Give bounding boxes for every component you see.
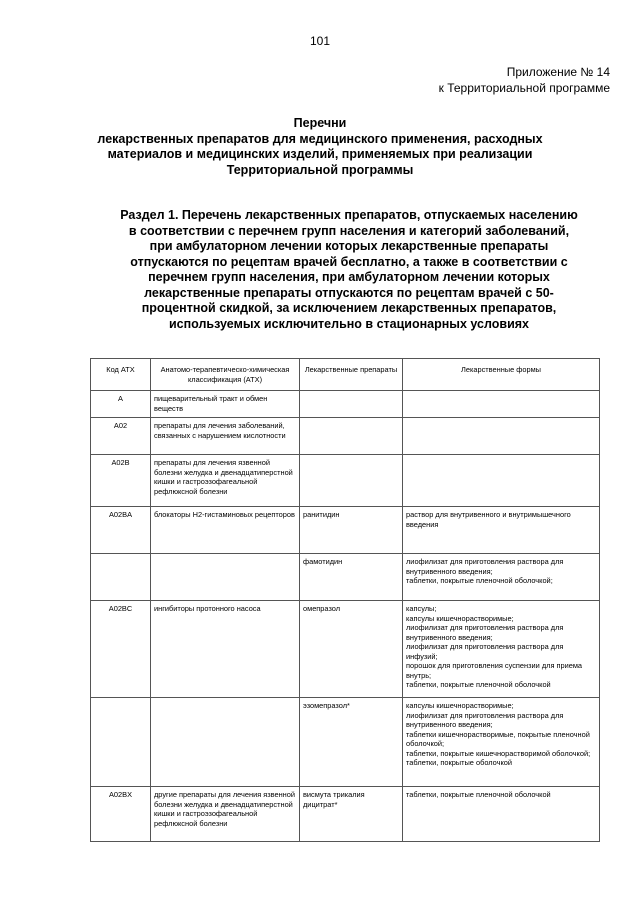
title-line: Перечни [293,116,347,130]
dosage-form-line: лиофилизат для приготовления раствора для инфузий; [406,642,564,661]
appendix-caption [210,64,610,96]
dosage-forms-cell [403,391,600,418]
drug-name-cell [300,391,403,418]
dosage-form-line: капсулы кишечнорастворимые; [406,613,514,623]
atc-classification-cell [151,554,300,601]
atc-classification-cell: препараты для лечения заболеваний, связанных с нарушением кислотности [151,418,300,455]
drug-name-cell [300,455,403,507]
atc-code-cell [91,698,151,787]
dosage-form-line: лиофилизат для приготовления раствора для внутривенного введения; [406,623,564,642]
table-row [91,507,600,554]
drug-name-cell: эзомепразол* [300,698,403,787]
title-line: лекарственных препаратов для медицинского применения, расходных [97,131,543,146]
header-atc-classification: Анатомо-терапевтическо-химическая классификация (АТХ) [151,359,300,391]
drug-name-cell: висмута трикалия дицитрат* [300,787,403,842]
atc-classification-cell [151,698,300,787]
dosage-form-line: таблетки, покрытые оболочкой [406,758,513,767]
atc-classification-cell: пищеварительный тракт и обмен веществ [151,391,300,418]
table-row [91,601,600,698]
section-line: отпускаются по рецептам врачей бесплатно, а также в соответствии с [130,254,568,269]
dosage-forms-cell [403,554,600,601]
dosage-forms-cell [403,787,600,842]
dosage-form-line: таблетки кишечнорастворимые, покрытые пленочной оболочкой; [406,729,590,748]
section-line: при амбулаторном лечении которых лекарственные препараты [149,239,549,253]
title-line: материалов и медицинских изделий, применяемых при реализации [107,147,533,161]
atc-code-cell: A [91,391,151,418]
atc-classification-cell: препараты для лечения язвенной болезни желудка и двенадцатиперстной кишки и гастроэзофагеальной рефлюксной болезни [151,455,300,507]
header-drugs: Лекарственные препараты [300,359,403,391]
atc-code-cell: A02BX [91,787,151,842]
section-line: Раздел 1. Перечень лекарственных препаратов, отпускаемых населению [120,208,578,222]
table-row [91,698,600,787]
atc-code-cell [91,554,151,601]
dosage-forms-cell [403,418,600,455]
header-atc-code: Код АТХ [91,359,151,391]
header-dosage-forms: Лекарственные формы [403,359,600,391]
appendix-line-1: Приложение № 14 [506,65,610,79]
atc-code-cell: A02 [91,418,151,455]
section-line: перечнем групп населения, при амбулаторном лечении которых [148,270,550,284]
dosage-forms-cell [403,698,600,787]
drug-name-cell: омепразол [300,601,403,698]
appendix-line-2: к Территориальной программе [438,81,610,95]
table-row [91,418,600,455]
section-title [84,208,614,332]
table-row [91,391,600,418]
section-line: лекарственные препараты отпускаются по рецептам врачей с 50- [144,285,554,300]
dosage-forms-cell [403,601,600,698]
dosage-form-line: таблетки, покрытые пленочной оболочкой; [406,576,553,585]
dosage-form-line: таблетки, покрытые пленочной оболочкой [406,680,551,689]
table-row [91,787,600,842]
atc-classification-cell: другие препараты для лечения язвенной болезни желудка и двенадцатиперстной кишки и гастроэзофагеальной рефлюксной болезни [151,787,300,842]
section-line: в соответствии с перечнем групп населения и категорий заболеваний, [128,223,570,238]
dosage-form-line: капсулы кишечнорастворимые; [406,701,514,710]
section-line: процентной скидкой, за исключением лекарственных препаратов, [141,301,557,315]
table-row [91,554,600,601]
atc-classification-cell: блокаторы H2-гистаминовых рецепторов [151,507,300,554]
dosage-form-line: капсулы; [406,604,437,613]
page-number: 101 [309,34,331,48]
atc-classification-cell: ингибиторы протонного насоса [151,601,300,698]
title-line: Территориальной программы [226,162,414,177]
drug-name-cell: фамотидин [300,554,403,601]
atc-code-cell: A02BA [91,507,151,554]
dosage-form-line: лиофилизат для приготовления раствора для внутривенного введения; [406,557,564,576]
dosage-form-line: таблетки, покрытые кишечнорастворимой оболочкой; [406,748,591,758]
section-line: используемых исключительно в стационарных условиях [168,316,530,331]
document-title [70,116,570,178]
table-body [91,391,600,842]
table-header-row [91,359,600,391]
dosage-forms-cell [403,507,600,554]
table-row [91,455,600,507]
drug-name-cell [300,418,403,455]
atc-code-cell: A02B [91,455,151,507]
atc-code-cell: A02BC [91,601,151,698]
dosage-form-line: лиофилизат для приготовления раствора для внутривенного введения; [406,710,564,729]
dosage-form-line: таблетки, покрытые пленочной оболочкой [406,790,551,799]
drug-table [90,358,600,842]
drug-name-cell: ранитидин [300,507,403,554]
dosage-form-line: раствор для внутривенного и внутримышечного введения [406,510,571,529]
dosage-form-line: порошок для приготовления суспензии для приема внутрь; [406,661,583,680]
dosage-forms-cell [403,455,600,507]
